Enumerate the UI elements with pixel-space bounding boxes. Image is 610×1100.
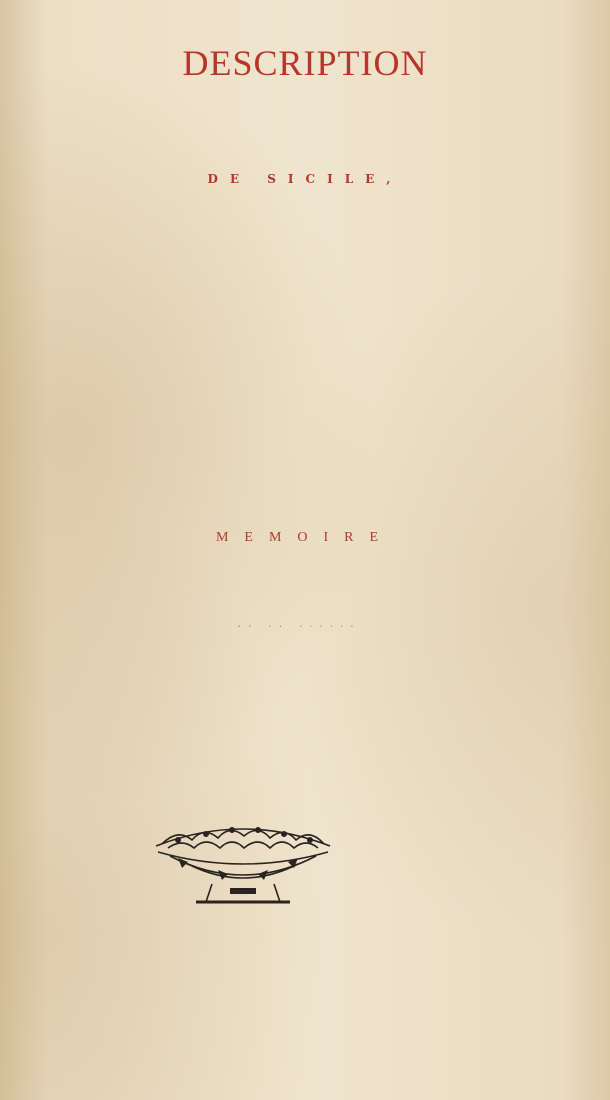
title-de-sicile: DE SICILE, bbox=[207, 172, 403, 186]
de-la-sicile-heading: DE LA SICILE. bbox=[238, 626, 372, 628]
basket-of-flowers-vignette bbox=[148, 818, 338, 910]
memoire-heading: MEMOIRE bbox=[215, 530, 395, 545]
book-title: DESCRIPTION bbox=[182, 43, 428, 83]
